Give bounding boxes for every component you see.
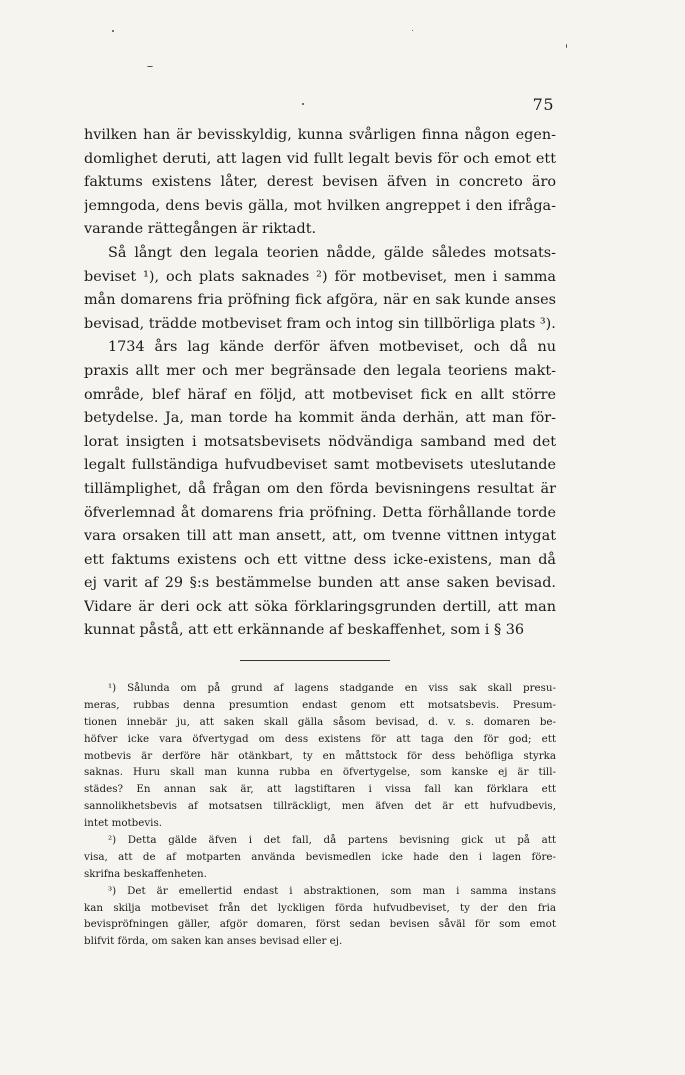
footnote-line bbox=[84, 764, 556, 781]
body-line-text: tillämplighet, då frågan om den förda bevisningens resultat är bbox=[84, 480, 556, 497]
footnote-line-text: sannolikhetsbevis af motsatsen tillräckligt, men äfven det är ett hufvudbevis, bbox=[84, 800, 556, 813]
body-line-text: område, blef häraf en följd, att motbeviset fick en allt större bbox=[84, 386, 556, 403]
body-line bbox=[84, 289, 556, 313]
body-line bbox=[84, 596, 556, 620]
footnote-line-text: motbevis är derföre här otänkbart, ty en måttstock för dess behöfliga styrka bbox=[84, 749, 556, 762]
footnote-line-text: blifvit förda, om saken kan anses bevisad eller ej. bbox=[84, 935, 343, 948]
page-number: 75 bbox=[532, 95, 554, 114]
footnote-line-text: ¹) Sålunda om på grund af lagens stadgande en viss sak skall presu- bbox=[108, 682, 556, 694]
footnote-line bbox=[84, 815, 556, 832]
scan-speck bbox=[302, 103, 304, 105]
body-line-text: legalt fullständiga hufvudbeviset samt motbevisets uteslutande bbox=[84, 457, 556, 474]
body-line-text: jemngoda, dens bevis gälla, mot hvilken angreppet i den ifråga- bbox=[84, 197, 556, 214]
body-line bbox=[84, 549, 556, 573]
footnote-line bbox=[84, 916, 556, 933]
body-line-text: ett faktums existens och ett vittne dess icke-existens, man då bbox=[84, 551, 556, 568]
footnote-line-text: höfver icke vara öfvertygad om dess existens för att taga den för god; ett bbox=[84, 732, 556, 745]
footnote-separator bbox=[240, 660, 390, 661]
body-line bbox=[84, 619, 556, 643]
body-line-text: öfverlemnad åt domarens fria pröfning. Detta förhållande torde bbox=[84, 504, 556, 521]
scan-speck bbox=[112, 30, 114, 32]
footnote-line bbox=[84, 748, 556, 765]
body-line-text: 1734 års lag kände derför äfven motbeviset, och då nu bbox=[108, 339, 556, 356]
body-line bbox=[84, 454, 556, 478]
footnote-line bbox=[84, 832, 556, 849]
footnote-line-text: visa, att de af motparten använda bevismedlen icke hade den i lagen före- bbox=[84, 850, 556, 863]
body-line bbox=[84, 525, 556, 549]
scan-speck bbox=[566, 44, 567, 48]
body-line bbox=[84, 336, 556, 360]
body-line-text: betydelse. Ja, man torde ha kommit ända derhän, att man för- bbox=[84, 410, 556, 427]
footnote-line bbox=[84, 714, 556, 731]
footnote-line bbox=[84, 781, 556, 798]
footnote-line-text: ³) Det är emellertid endast i abstraktionen, som man i samma instans bbox=[108, 884, 556, 897]
scan-speck bbox=[412, 30, 413, 31]
footnote-line-text: städes? En annan sak är, att lagstiftaren i vissa fall kan förklara ett bbox=[84, 783, 556, 796]
body-line bbox=[84, 242, 556, 266]
body-line-text: kunnat påstå, att ett erkännande af beskaffenhet, som i § 36 bbox=[84, 622, 525, 639]
body-line-text: beviset ¹), och plats saknades ²) för motbeviset, men i samma bbox=[84, 268, 556, 285]
body-line-text: mån domarens fria pröfning fick afgöra, när en sak kunde anses bbox=[84, 292, 556, 309]
body-line-text: faktums existens låter, derest bevisen äfven in concreto äro bbox=[84, 174, 556, 191]
footnote-line-text: meras, rubbas denna presumtion endast genom ett motsatsbevis. Presum- bbox=[84, 698, 556, 711]
footnote-line bbox=[84, 680, 556, 697]
body-line-text: bevisad, trädde motbeviset fram och intog sin tillbörliga plats ³). bbox=[84, 315, 556, 332]
body-line bbox=[84, 572, 556, 596]
body-line-text: vara orsaken till att man ansett, att, om tvenne vittnen intygat bbox=[84, 528, 556, 545]
footnote-line bbox=[84, 798, 556, 815]
body-line bbox=[84, 218, 556, 242]
body-line-text: Vidare är deri ock att söka förklaringsgrunden dertill, att man bbox=[84, 598, 556, 615]
body-line-text: hvilken han är bevisskyldig, kunna svårligen finna någon egen- bbox=[84, 127, 556, 143]
footnote-line bbox=[84, 883, 556, 900]
body-line bbox=[84, 431, 556, 455]
footnote-line-text: intet motbevis. bbox=[84, 817, 163, 830]
body-line bbox=[84, 478, 556, 502]
body-line-text: praxis allt mer och mer begränsade den legala teoriens makt- bbox=[84, 362, 556, 379]
body-line bbox=[84, 502, 556, 526]
footnote-line bbox=[84, 900, 556, 917]
footnote-line-text: kan skilja motbeviset från det lyckligen förda hufvudbeviset, ty der den fria bbox=[84, 901, 556, 914]
body-line bbox=[84, 171, 556, 195]
footnote-line-text: ²) Detta gälde äfven i det fall, då partens bevisning gick ut på att bbox=[108, 834, 556, 847]
body-line bbox=[84, 407, 556, 431]
footnote-line-text: tionen innebär ju, att saken skall gälla såsom bevisad, d. v. s. domaren be- bbox=[84, 715, 556, 728]
footnote-line bbox=[84, 697, 556, 714]
body-line-text: Så långt den legala teorien nådde, gälde således motsats- bbox=[108, 244, 556, 261]
footnotes bbox=[84, 680, 556, 950]
footnote-line-text: saknas. Huru skall man kunna rubba en öfvertygelse, som kanske ej är till- bbox=[84, 766, 556, 779]
body-line-text: ej varit af 29 §:s bestämmelse bunden att anse saken bevisad. bbox=[84, 575, 556, 592]
body-line bbox=[84, 313, 556, 337]
body-line-text: lorat insigten i motsatsbevisets nödvändiga samband med det bbox=[84, 433, 556, 450]
body-text bbox=[84, 124, 556, 643]
footnote-line bbox=[84, 933, 556, 950]
footnote-line-text: bevispröfningen gäller, afgör domaren, först sedan bevisen såväl för som emot bbox=[84, 918, 556, 931]
body-line bbox=[84, 195, 556, 219]
body-line-text: domlighet deruti, att lagen vid fullt legalt bevis för och emot ett bbox=[84, 150, 556, 167]
body-line bbox=[84, 124, 556, 148]
body-line bbox=[84, 360, 556, 384]
body-line bbox=[84, 266, 556, 290]
scan-speck bbox=[147, 66, 153, 67]
footnote-line-text: skrifna beskaffenheten. bbox=[84, 867, 207, 880]
body-line-text: varande rättegången är riktadt. bbox=[84, 221, 317, 238]
footnote-line bbox=[84, 731, 556, 748]
body-line bbox=[84, 384, 556, 408]
footnote-line bbox=[84, 866, 556, 883]
body-line bbox=[84, 148, 556, 172]
footnote-line bbox=[84, 849, 556, 866]
